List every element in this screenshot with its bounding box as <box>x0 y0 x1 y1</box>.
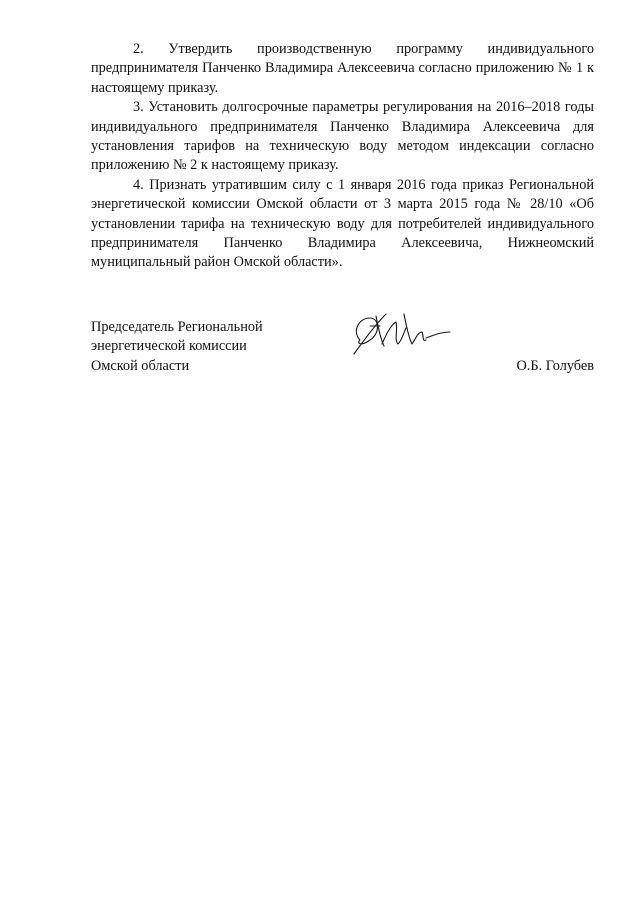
document-body <box>91 40 594 273</box>
paragraph-4: 4. Признать утратившим силу с 1 января 2016 года приказ Региональной энергетической комиссии Омской области от 3 марта 2015 года № 28/10 «Об установлении тарифа на техническую воду для потребителей индивидуального предпринимателя Панченко Владимира Алексеевича, Нижнеомский муниципальный район Омской области». <box>91 176 594 271</box>
signer-title <box>91 318 311 376</box>
signer-title-line-3: Омской области <box>91 357 190 374</box>
paragraph-3: 3. Установить долгосрочные параметры регулирования на 2016–2018 годы индивидуального предпринимателя Панченко Владимира Алексеевича для установления тарифов на техническую воду методом индексации согласно приложению № 2 к настоящему приказу. <box>91 99 594 174</box>
signer-name: О.Б. Голубев <box>516 357 594 374</box>
signer-title-line-1: Председатель Региональной <box>91 319 263 335</box>
signer-title-line-2: энергетической комиссии <box>91 338 247 355</box>
handwritten-signature <box>346 310 456 360</box>
signature-block <box>91 318 594 378</box>
paragraph-2: 2. Утвердить производственную программу индивидуального предпринимателя Панченко Владимира Алексеевича согласно приложению № 1 к настоящему приказу. <box>91 41 594 96</box>
